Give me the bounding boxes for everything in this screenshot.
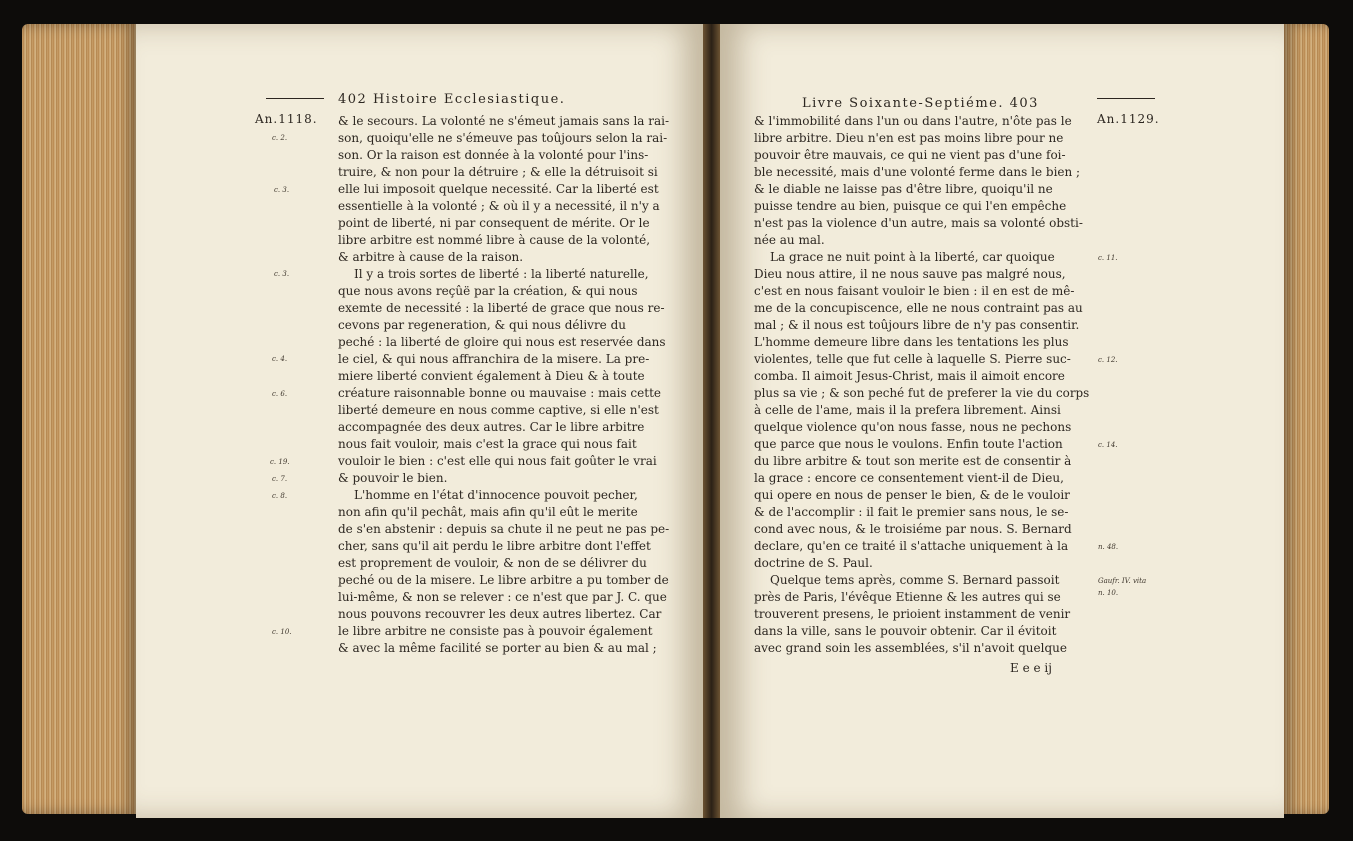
text-line: mal ; & il nous est toûjours libre de n'y pas consentir. — [754, 318, 1080, 332]
text-line: & arbitre à cause de la raison. — [338, 250, 524, 264]
text-line: & le secours. La volonté ne s'émeut jamais sans la rai- — [338, 114, 670, 128]
text-line: à celle de l'ame, mais il la prefera librement. Ainsi — [754, 403, 1061, 417]
left-page-edges — [22, 24, 140, 814]
header-rule — [266, 98, 324, 99]
margin-note: c. 10. — [272, 628, 292, 636]
margin-note: c. 12. — [1098, 356, 1118, 364]
text-line: Quelque tems après, comme S. Bernard passoit — [770, 573, 1060, 587]
text-line: & l'immobilité dans l'un ou dans l'autre, n'ôte pas le — [754, 114, 1072, 128]
text-line: vouloir le bien : c'est elle qui nous fait goûter le vrai — [338, 454, 657, 468]
text-line: du libre arbitre & tout son merite est de consentir à — [754, 454, 1072, 468]
margin-year: An.1129. — [1097, 112, 1160, 126]
text-line: elle lui imposoit quelque necessité. Car la liberté est — [338, 182, 659, 196]
margin-note: c. 3. — [274, 270, 290, 278]
text-line: nous fait vouloir, mais c'est la grace qui nous fait — [338, 437, 637, 451]
margin-note: c. 4. — [272, 355, 288, 363]
signature-mark: E e e ij — [1010, 661, 1052, 675]
text-line: essentielle à la volonté ; & où il y a necessité, il n'y a — [338, 199, 660, 213]
text-line: point de liberté, ni par consequent de mérite. Or le — [338, 216, 650, 230]
text-line: lui-même, & non se relever : ce n'est que par J. C. que — [338, 590, 667, 604]
text-line: plus sa vie ; & son peché fut de preferer la vie du corps — [754, 386, 1090, 400]
text-line: La grace ne nuit point à la liberté, car quoique — [770, 250, 1055, 264]
text-line: cher, sans qu'il ait perdu le libre arbitre dont l'effet — [338, 539, 651, 553]
text-line: créature raisonnable bonne ou mauvaise : mais cette — [338, 386, 661, 400]
margin-note: Gaufr. IV. vita — [1098, 577, 1147, 585]
text-line: c'est en nous faisant vouloir le bien : il en est de mê- — [754, 284, 1075, 298]
margin-note: n. 10. — [1098, 589, 1119, 597]
text-line: ble necessité, mais d'une volonté ferme dans le bien ; — [754, 165, 1081, 179]
text-line: L'homme en l'état d'innocence pouvoit pecher, — [354, 488, 638, 502]
margin-note: n. 48. — [1098, 543, 1119, 551]
text-line: liberté demeure en nous comme captive, si elle n'est — [338, 403, 659, 417]
text-line: & avec la même facilité se porter au bien & au mal ; — [338, 641, 657, 655]
text-line: libre arbitre est nommé libre à cause de la volonté, — [338, 233, 651, 247]
text-line: me de la concupiscence, elle ne nous contraint pas au — [754, 301, 1083, 315]
text-line: dans la ville, sans le pouvoir obtenir. Car il évitoit — [754, 624, 1057, 638]
text-line: cevons par regeneration, & qui nous délivre du — [338, 318, 627, 332]
text-line: le ciel, & qui nous affranchira de la misere. La pre- — [338, 352, 650, 366]
margin-year: An.1118. — [255, 112, 318, 126]
margin-note: c. 6. — [272, 390, 288, 398]
page-header: 402 Histoire Ecclesiastique. — [338, 92, 566, 107]
right-page-edges — [1283, 24, 1329, 814]
text-line: & pouvoir le bien. — [338, 471, 448, 485]
text-line: & de l'accomplir : il fait le premier sans nous, le se- — [754, 505, 1069, 519]
text-line: non afin qu'il pechât, mais afin qu'il eût le merite — [338, 505, 638, 519]
text-line: comba. Il aimoit Jesus-Christ, mais il aimoit encore — [754, 369, 1065, 383]
text-line: son, quoiqu'elle ne s'émeuve pas toûjours selon la rai- — [338, 131, 668, 145]
text-line: est proprement de vouloir, & non de se délivrer du — [338, 556, 647, 570]
text-line: la grace : encore ce consentement vient-il de Dieu, — [754, 471, 1064, 485]
text-line: près de Paris, l'évêque Etienne & les autres qui se — [754, 590, 1061, 604]
text-line: peché : la liberté de gloire qui nous est reservée dans — [338, 335, 666, 349]
text-line: puisse tendre au bien, puisque ce qui l'en empêche — [754, 199, 1067, 213]
margin-note: c. 19. — [270, 458, 290, 466]
text-line: son. Or la raison est donnée à la volonté pour l'ins- — [338, 148, 649, 162]
text-line: & le diable ne laisse pas d'être libre, quoiqu'il ne — [754, 182, 1053, 196]
page-header: Livre Soixante-Septiéme. 403 — [802, 96, 1039, 111]
text-line: de s'en abstenir : depuis sa chute il ne peut ne pas pe- — [338, 522, 670, 536]
text-line: qui opere en nous de penser le bien, & de le vouloir — [754, 488, 1070, 502]
text-line: accompagnée des deux autres. Car le libre arbitre — [338, 420, 645, 434]
text-line: née au mal. — [754, 233, 825, 247]
text-line: cond avec nous, & le troisiéme par nous. S. Bernard — [754, 522, 1072, 536]
text-line: quelque violence qu'on nous fasse, nous ne pechons — [754, 420, 1072, 434]
margin-note: c. 2. — [272, 134, 288, 142]
text-line: violentes, telle que fut celle à laquelle S. Pierre suc- — [754, 352, 1071, 366]
text-line: declare, qu'en ce traité il s'attache uniquement à la — [754, 539, 1069, 553]
margin-note: c. 14. — [1098, 441, 1118, 449]
text-line: trouverent presens, le prioient instamment de venir — [754, 607, 1071, 621]
header-rule — [1097, 98, 1155, 99]
text-line: peché ou de la misere. Le libre arbitre a pu tomber de — [338, 573, 669, 587]
text-line: Dieu nous attire, il ne nous sauve pas malgré nous, — [754, 267, 1066, 281]
text-line: le libre arbitre ne consiste pas à pouvoir également — [338, 624, 653, 638]
text-line: Il y a trois sortes de liberté : la liberté naturelle, — [354, 267, 649, 281]
text-line: pouvoir être mauvais, ce qui ne vient pas d'une foi- — [754, 148, 1066, 162]
margin-note: c. 8. — [272, 492, 288, 500]
text-line: que parce que nous le voulons. Enfin toute l'action — [754, 437, 1063, 451]
text-line: doctrine de S. Paul. — [754, 556, 873, 570]
text-line: nous pouvons recouvrer les deux autres libertez. Car — [338, 607, 662, 621]
margin-note: c. 3. — [274, 186, 290, 194]
text-line: truire, & non pour la détruire ; & elle la détruisoit si — [338, 165, 658, 179]
text-line: miere liberté convient également à Dieu & à toute — [338, 369, 645, 383]
text-line: exemte de necessité : la liberté de grace que nous re- — [338, 301, 665, 315]
text-line: avec grand soin les assemblées, s'il n'avoit quelque — [754, 641, 1067, 655]
book-gutter — [703, 24, 720, 818]
margin-note: c. 11. — [1098, 254, 1118, 262]
text-line: n'est pas la violence d'un autre, mais sa volonté obsti- — [754, 216, 1083, 230]
margin-note: c. 7. — [272, 475, 288, 483]
text-line: L'homme demeure libre dans les tentations les plus — [754, 335, 1069, 349]
text-line: que nous avons reçûë par la création, & qui nous — [338, 284, 638, 298]
text-line: libre arbitre. Dieu n'en est pas moins libre pour ne — [754, 131, 1064, 145]
